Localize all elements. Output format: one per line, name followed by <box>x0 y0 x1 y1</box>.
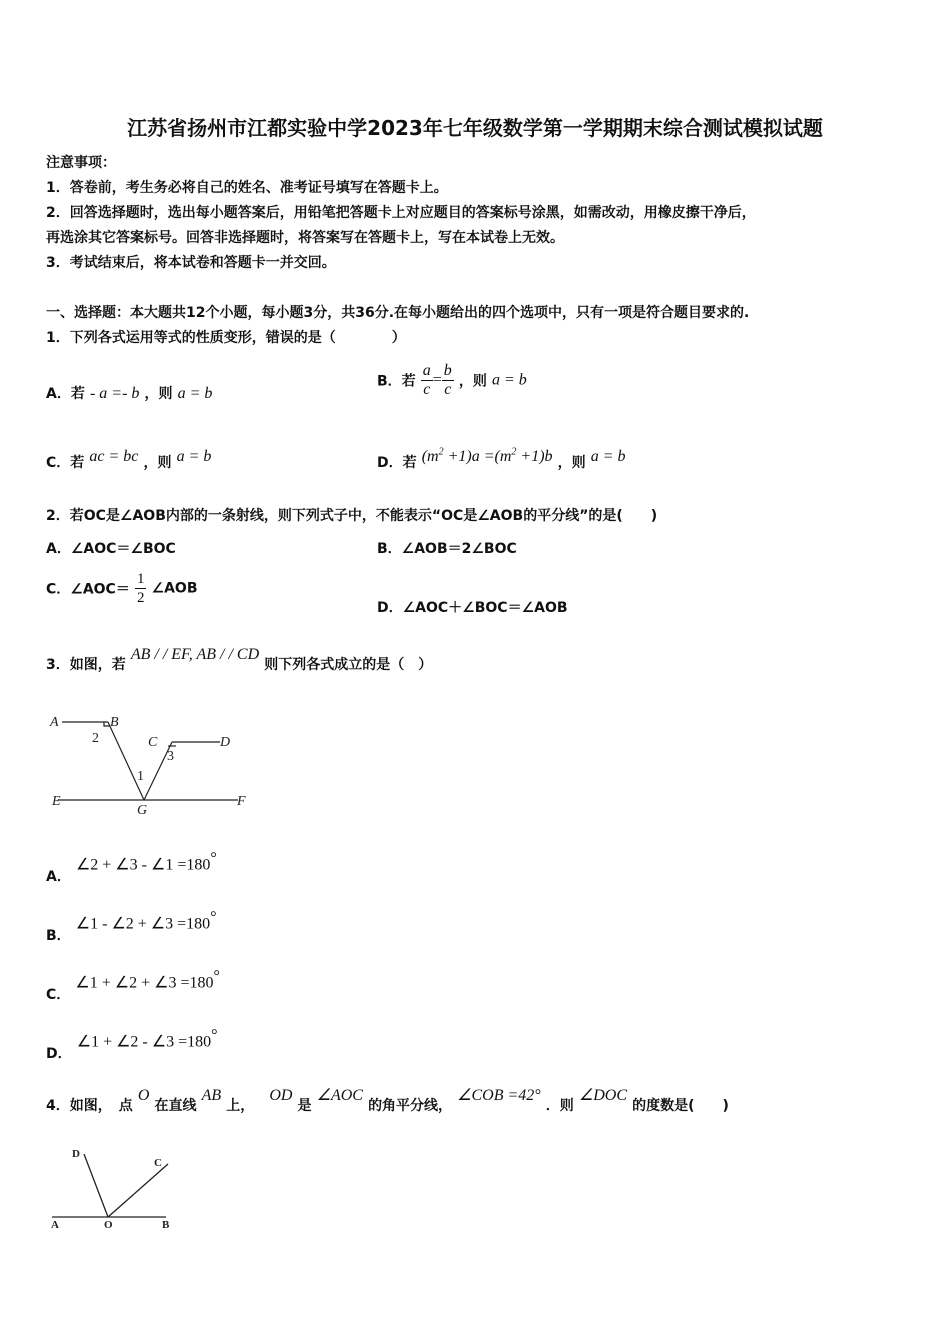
q2-c-frac <box>135 570 147 607</box>
q3-stem-tail: 则下列各式成立的是（ ） <box>264 657 433 673</box>
q4-point-o: O <box>137 1087 150 1104</box>
q1-b-frac-right <box>442 362 454 399</box>
q1-d-then: ，则 <box>557 455 586 471</box>
q2-c-num: 1 <box>136 571 145 587</box>
q3-c-expr: ∠1 + ∠2 + ∠3 =180 <box>75 974 214 992</box>
q3-b-label: B． <box>46 928 71 945</box>
q1-b-den-c: c <box>423 381 431 398</box>
q3-stem <box>46 646 433 674</box>
q3-d-expr: ∠1 + ∠2 - ∠3 =180 <box>76 1033 212 1051</box>
q1-option-c <box>46 448 212 472</box>
ray-oc <box>108 1164 168 1217</box>
fig3-label-e: E <box>52 794 61 809</box>
q4-shi: 是 <box>297 1098 312 1114</box>
q1-b-label: B．若 <box>377 373 416 390</box>
q1-d-conclusion: a = b <box>590 448 626 465</box>
q1-option-d <box>377 446 626 472</box>
q1-a-label: A．若 <box>46 386 85 402</box>
q4-angle-doc: ∠DOC <box>578 1087 628 1104</box>
fig4-label-o: O <box>104 1219 113 1231</box>
q3-stem-expr: AB / / EF, AB / / CD <box>130 646 260 663</box>
fig3-label-3: 3 <box>167 749 174 764</box>
q1-d-label: D．若 <box>377 455 417 471</box>
q1-b-den-c2: c <box>444 381 452 398</box>
q2-option-c <box>46 570 198 607</box>
section-heading: 一、选择题：本大题共12个小题，每小题3分，共36分.在每小题给出的四个选项中，只有一项是符合题目要求的. <box>46 305 750 321</box>
q2-option-d: D．∠AOC＋∠BOC＝∠AOB <box>377 600 568 616</box>
fig3-label-g: G <box>137 803 148 818</box>
q1-c-expr: ac = bc <box>89 448 139 465</box>
q2-c-den: 2 <box>136 590 145 606</box>
q3-a-expr: ∠2 + ∠3 - ∠1 =180 <box>75 856 211 874</box>
q4-angle-cob: ∠COB =42° <box>457 1087 541 1104</box>
fig3-label-c: C <box>148 735 158 750</box>
q3-figure <box>44 708 259 820</box>
fig3-label-b: B <box>110 715 119 730</box>
q1-a-conclusion: a = b <box>177 385 213 402</box>
q3-option-c <box>46 968 220 1004</box>
fig3-label-2: 2 <box>92 731 99 746</box>
q4-on-line: 在直线 <box>154 1098 197 1114</box>
ray-od <box>84 1154 108 1217</box>
q3-a-deg: ° <box>210 850 217 867</box>
q1-d-expr: $(m^2 +1)a =(m^2 +1)b$ <box>421 446 553 465</box>
fig3-label-a: A <box>50 715 59 730</box>
q1-option-b: B．若 $\frac{a}{c}$ = $\frac{b}{c}$ ，则 a = b <box>377 362 527 398</box>
fig4-label-b: B <box>162 1219 170 1231</box>
q3-b-deg: ° <box>210 909 217 926</box>
q4-line-ab: AB <box>201 1087 222 1104</box>
notice-heading: 注意事项： <box>46 155 116 171</box>
fig3-label-f: F <box>237 794 246 809</box>
q3-c-deg: ° <box>213 968 220 985</box>
q3-option-d <box>46 1027 218 1063</box>
q4-stem <box>46 1087 729 1115</box>
q4-tail: 的度数是( ) <box>632 1098 729 1114</box>
q4-lead: 4．如图， 点 <box>46 1098 133 1114</box>
fig4-label-a: A <box>51 1219 59 1231</box>
q4-figure <box>44 1140 184 1235</box>
q4-shang: 上， <box>226 1098 255 1114</box>
fig4-label-c: C <box>154 1157 162 1169</box>
q1-c-label: C．若 <box>46 455 85 471</box>
notice-item-2a: 2．回答选择题时，选出每小题答案后，用铅笔把答题卡上对应题目的答案标号涂黑，如需改动，用橡皮擦干净后， <box>46 205 756 221</box>
page-title: 江苏省扬州市江都实验中学2023年七年级数学第一学期期末综合测试模拟试题 <box>127 116 823 140</box>
q1-a-then: ，则 <box>144 386 173 402</box>
q3-d-deg: ° <box>211 1027 218 1044</box>
q2-c-label: C．∠AOC＝ <box>46 581 130 598</box>
fig3-label-d: D <box>220 735 231 750</box>
q4-ray-od: OD <box>269 1087 293 1104</box>
q1-c-then: ，则 <box>143 455 172 471</box>
q1-b-frac-left <box>421 362 433 399</box>
q1-c-conclusion: a = b <box>176 448 212 465</box>
q2-option-b: B．∠AOB＝2∠BOC <box>377 541 517 557</box>
q3-stem-lead: 3．如图，若 <box>46 657 126 673</box>
q1-b-num-b: b <box>443 362 452 379</box>
q3-c-label: C． <box>46 987 71 1004</box>
notice-item-3: 3．考试结束后，将本试卷和答题卡一并交回。 <box>46 255 336 271</box>
q3-option-b <box>46 909 217 945</box>
q4-bisector: 的角平分线， <box>368 1098 453 1114</box>
q1-stem: 1．下列各式运用等式的性质变形，错误的是（ ） <box>46 330 406 346</box>
q3-b-expr: ∠1 - ∠2 + ∠3 =180 <box>75 915 211 933</box>
q1-a-expr: - a =- b <box>89 385 140 402</box>
q1-b-conclusion: a = b <box>491 371 527 389</box>
q1-option-a <box>46 383 212 403</box>
q1-b-then: ，则 <box>458 373 487 390</box>
q2-c-tail: ∠AOB <box>151 580 198 597</box>
q4-angle-aoc: ∠AOC <box>316 1087 363 1104</box>
q2-option-a: A．∠AOC＝∠BOC <box>46 541 176 557</box>
q1-b-num-a: a <box>422 362 431 379</box>
notice-item-2b: 再选涂其它答案标号。回答非选择题时，将答案写在答题卡上，写在本试卷上无效。 <box>46 230 564 246</box>
q2-stem: 2．若OC是∠AOB内部的一条射线，则下列式子中，不能表示“OC是∠AOB的平分线”的是( ) <box>46 508 658 524</box>
notice-item-1: 1．答卷前，考生务必将自己的姓名、准考证号填写在答题卡上。 <box>46 180 448 196</box>
q3-d-label: D． <box>46 1046 72 1063</box>
q4-ze: ．则 <box>545 1098 574 1114</box>
fig3-label-1: 1 <box>137 769 144 784</box>
q3-option-a <box>46 850 217 886</box>
q3-a-label: A． <box>46 869 71 886</box>
fig4-label-d: D <box>72 1148 80 1160</box>
segment-bg <box>108 722 144 800</box>
